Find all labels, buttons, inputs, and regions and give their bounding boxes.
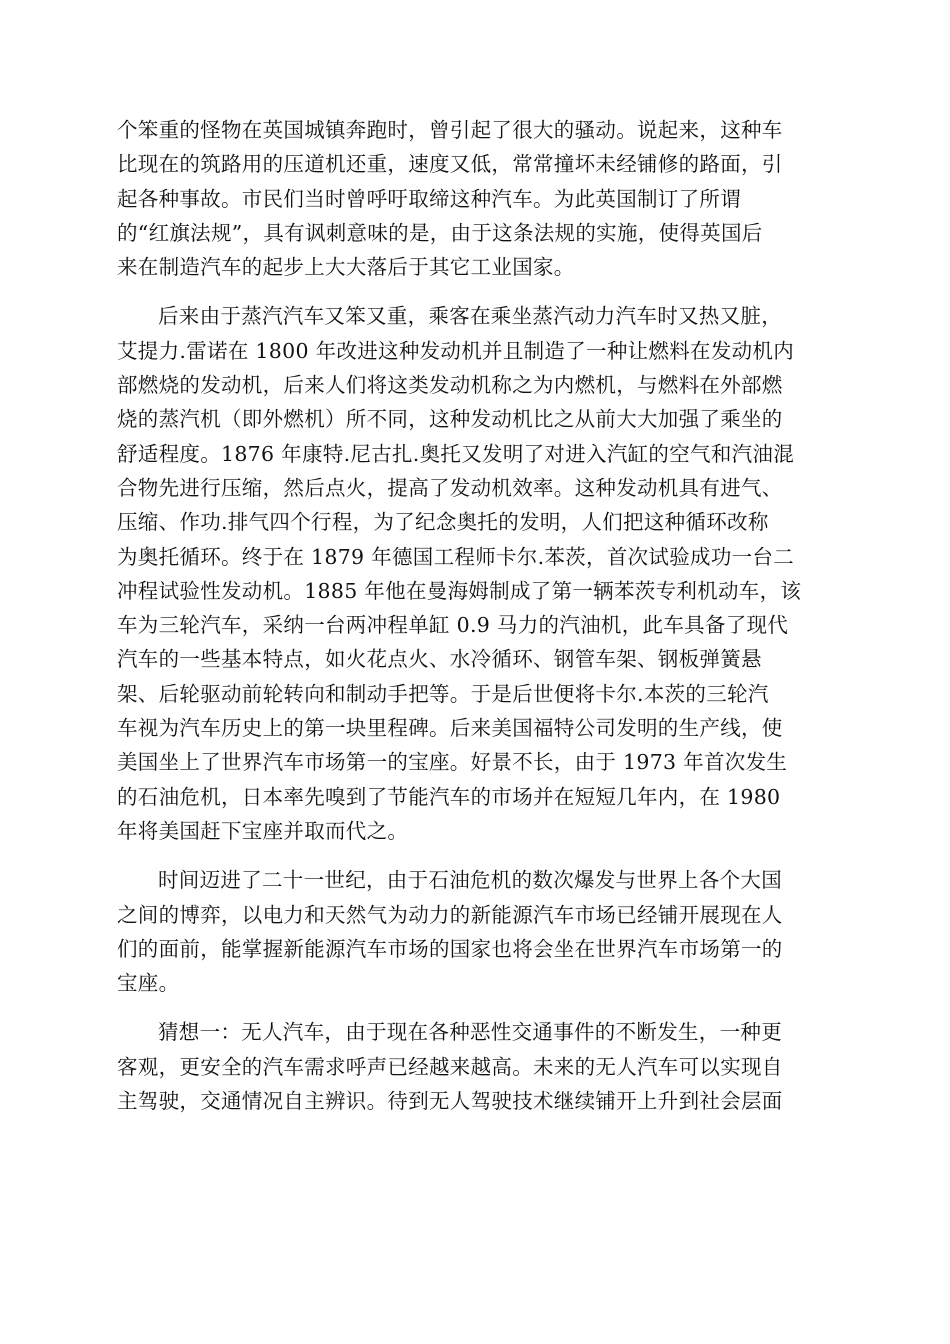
text-line: 车视为汽车历史上的第一块里程碑。后来美国福特公司发明的生产线，使	[117, 716, 783, 741]
text-line: 为奥托循环。终于在 1879 年德国工程师卡尔.苯茨，首次试验成功一台二	[117, 544, 795, 569]
paragraph-gap	[117, 848, 842, 863]
text-line: 们的面前，能掌握新能源汽车市场的国家也将会坐在世界汽车市场第一的	[117, 936, 783, 961]
text-line: 比现在的筑路用的压道机还重，速度又低，常常撞坏未经铺修的路面，引	[117, 152, 783, 177]
paragraph-gap	[117, 284, 842, 299]
text-line: 起各种事故。市民们当时曾呼吁取缔这种汽车。为此英国制订了所谓	[117, 186, 741, 211]
text-line: 客观，更安全的汽车需求呼声已经越来越高。未来的无人汽车可以实现自	[117, 1054, 783, 1079]
text-line: 宝座。	[117, 971, 180, 996]
text-line: 猜想一：无人汽车，由于现在各种恶性交通事件的不断发生，一种更	[158, 1020, 782, 1045]
paragraph-2	[117, 299, 842, 848]
text-line: 来在制造汽车的起步上大大落后于其它工业国家。	[117, 255, 575, 280]
text-line: 架、后轮驱动前轮转向和制动手把等。于是后世便将卡尔.本茨的三轮汽	[117, 681, 769, 706]
text-line: 个笨重的怪物在英国城镇奔跑时，曾引起了很大的骚动。说起来，这种车	[117, 118, 783, 142]
paragraph-4	[117, 1015, 842, 1118]
text-line: 时间迈进了二十一世纪，由于石油危机的数次爆发与世界上各个大国	[158, 868, 782, 893]
text-line: 合物先进行压缩，然后点火，提高了发动机效率。这种发动机具有进气、	[117, 475, 783, 500]
text-line: 美国坐上了世界汽车市场第一的宝座。好景不长，由于 1973 年首次发生	[117, 750, 788, 775]
paragraph-gap	[117, 1000, 842, 1015]
text-line: 部燃烧的发动机，后来人们将这类发动机称之为内燃机，与燃料在外部燃	[117, 373, 783, 398]
text-line: 烧的蒸汽机（即外燃机）所不同，这种发动机比之从前大大加强了乘坐的	[117, 407, 783, 432]
text-line: 冲程试验性发动机。1885 年他在曼海姆制成了第一辆苯茨专利机动车，该	[117, 578, 802, 603]
text-line: 的“红旗法规”，具有讽刺意味的是，由于这条法规的实施，使得英国后	[117, 220, 763, 245]
text-line: 的石油危机，日本率先嗅到了节能汽车的市场并在短短几年内，在 1980	[117, 784, 781, 809]
text-line: 之间的博弈，以电力和天然气为动力的新能源汽车市场已经铺开展现在人	[117, 902, 783, 927]
text-line: 舒适程度。1876 年康特.尼古扎.奥托又发明了对进入汽缸的空气和汽油混	[117, 441, 795, 466]
text-line: 主驾驶，交通情况自主辨识。待到无人驾驶技术继续铺开上升到社会层面	[117, 1089, 783, 1114]
paragraph-1	[117, 113, 842, 284]
paragraph-3	[117, 863, 842, 1000]
text-line: 年将美国赶下宝座并取而代之。	[117, 818, 409, 843]
document-body	[117, 113, 842, 1118]
text-line: 后来由于蒸汽汽车又笨又重，乘客在乘坐蒸汽动力汽车时又热又脏，	[158, 304, 782, 329]
text-line: 车为三轮汽车，采纳一台两冲程单缸 0.9 马力的汽油机，此车具备了现代	[117, 613, 789, 638]
text-line: 压缩、作功.排气四个行程，为了纪念奥托的发明，人们把这种循环改称	[117, 510, 769, 535]
text-line: 汽车的一些基本特点，如火花点火、水冷循环、钢管车架、钢板弹簧悬	[117, 647, 762, 672]
text-line: 艾提力.雷诺在 1800 年改进这种发动机并且制造了一种让燃料在发动机内	[117, 338, 795, 363]
